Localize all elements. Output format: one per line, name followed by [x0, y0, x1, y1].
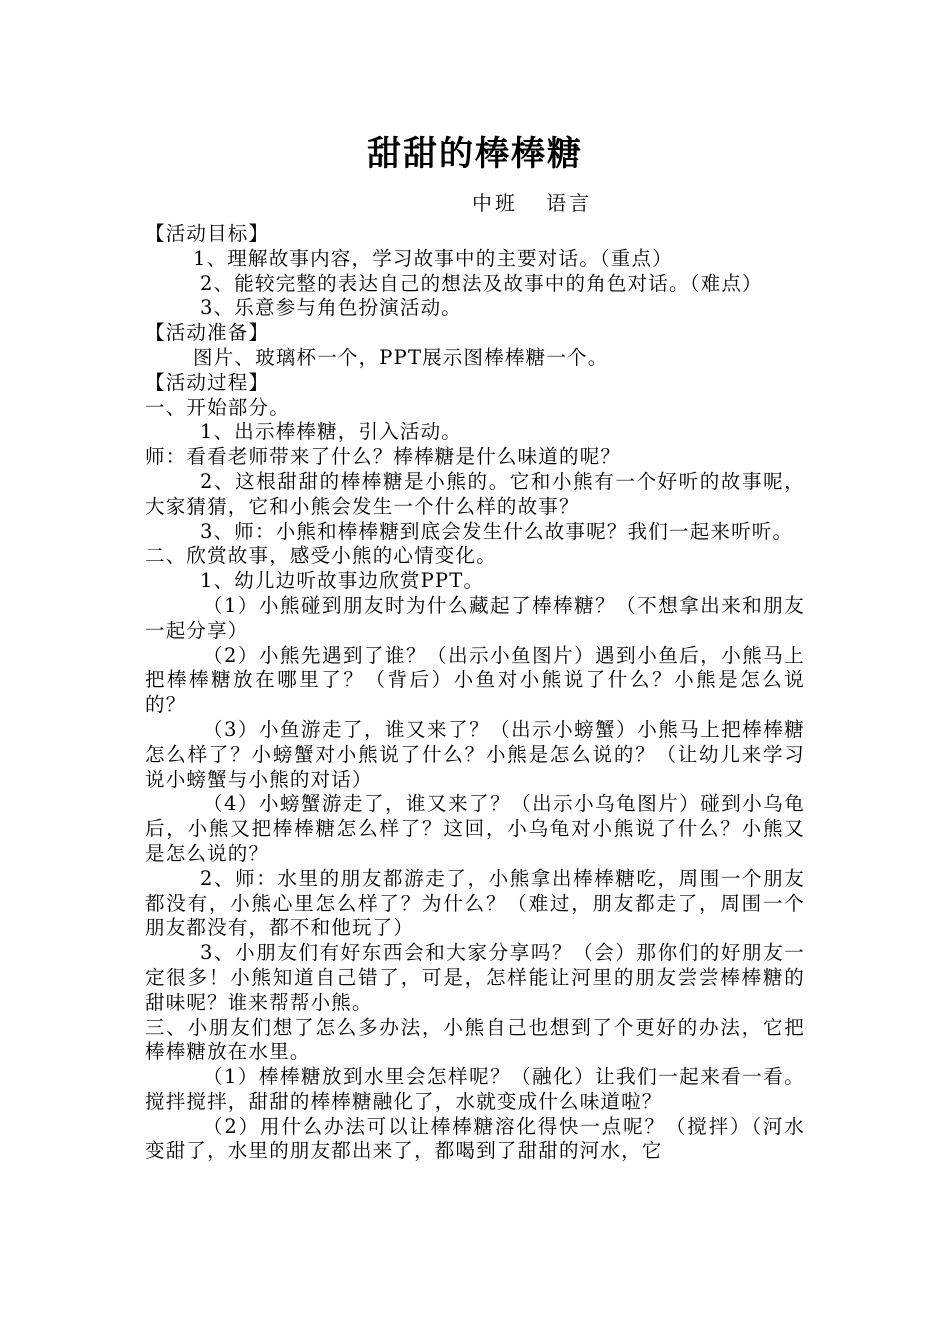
- question-item: （2）用什么办法可以让棒棒糖溶化得快一点呢？（搅拌）（河水变甜了，水里的朋友都出来了，都喝到了甜甜的河水，它: [145, 1114, 805, 1163]
- goal-item: 3、乐意参与角色扮演活动。: [200, 296, 463, 320]
- process-step: 1、幼儿边听故事边欣赏PPT。: [200, 569, 485, 593]
- process-part-heading: 二、欣赏故事，感受小熊的心情变化。: [145, 544, 497, 568]
- page-subtitle: 中班 语言: [472, 191, 593, 215]
- question-item: （1）小熊碰到朋友时为什么藏起了棒棒糖？（不想拿出来和朋友一起分享）: [145, 593, 805, 642]
- goal-item: 2、能较完整的表达自己的想法及故事中的角色对话。（难点）: [200, 271, 763, 295]
- section-heading-process: 【活动过程】: [145, 370, 270, 394]
- process-part-heading: 三、小朋友们想了怎么多办法，小熊自己也想到了个更好的办法，它把棒棒糖放在水里。: [145, 1015, 805, 1064]
- process-step: 3、师：小熊和棒棒糖到底会发生什么故事呢？我们一起来听听。: [200, 519, 794, 543]
- section-heading-prep: 【活动准备】: [145, 321, 270, 345]
- process-part-heading: 一、开始部分。: [145, 395, 290, 419]
- page-title: 甜甜的棒棒糖: [367, 134, 583, 174]
- question-item: （3）小鱼游走了，谁又来了？（出示小螃蟹）小熊马上把棒棒糖怎么样了？小螃蟹对小熊说了什么？小熊是怎么说的？（让幼儿来学习说小螃蟹与小熊的对话）: [145, 717, 805, 791]
- process-step: 3、小朋友们有好东西会和大家分享吗？（会）那你们的好朋友一定很多！小熊知道自己错了，可是，怎样能让河里的朋友尝尝棒棒糖的甜味呢？谁来帮帮小熊。: [145, 941, 805, 1014]
- prep-item: 图片、玻璃杯一个，PPT展示图棒棒糖一个。: [193, 345, 609, 369]
- question-item: （1）棒棒糖放到水里会怎样呢？（融化）让我们一起来看一看。搅拌搅拌，甜甜的棒棒糖融化了，水就变成什么味道啦？: [145, 1065, 805, 1113]
- section-heading-goals: 【活动目标】: [145, 222, 270, 245]
- teacher-line: 师：看看老师带来了什么？棒棒糖是什么味道的呢？: [145, 445, 622, 469]
- process-step: 2、这根甜甜的棒棒糖是小熊的。它和小熊有一个好听的故事呢，大家猜猜，它和小熊会发生一个什么样的故事？: [145, 469, 805, 518]
- document-body: [145, 222, 805, 1164]
- process-step: 2、师：水里的朋友都游走了，小熊拿出棒棒糖吃，周围一个朋友都没有，小熊心里怎么样了？为什么？（难过，朋友都走了，周围一个朋友都没有，都不和他玩了）: [145, 866, 805, 940]
- process-step: 1、出示棒棒糖，引入活动。: [200, 420, 463, 444]
- question-item: （4）小螃蟹游走了，谁又来了？（出示小乌龟图片）碰到小乌龟后，小熊又把棒棒糖怎么样了？这回，小乌龟对小熊说了什么？小熊又是怎么说的？: [145, 792, 805, 865]
- goal-item: 1、理解故事内容，学习故事中的主要对话。（重点）: [193, 246, 673, 270]
- question-item: （2）小熊先遇到了谁？（出示小鱼图片）遇到小鱼后，小熊马上把棒棒糖放在哪里了？（背后）小鱼对小熊说了什么？小熊是怎么说的？: [145, 643, 805, 717]
